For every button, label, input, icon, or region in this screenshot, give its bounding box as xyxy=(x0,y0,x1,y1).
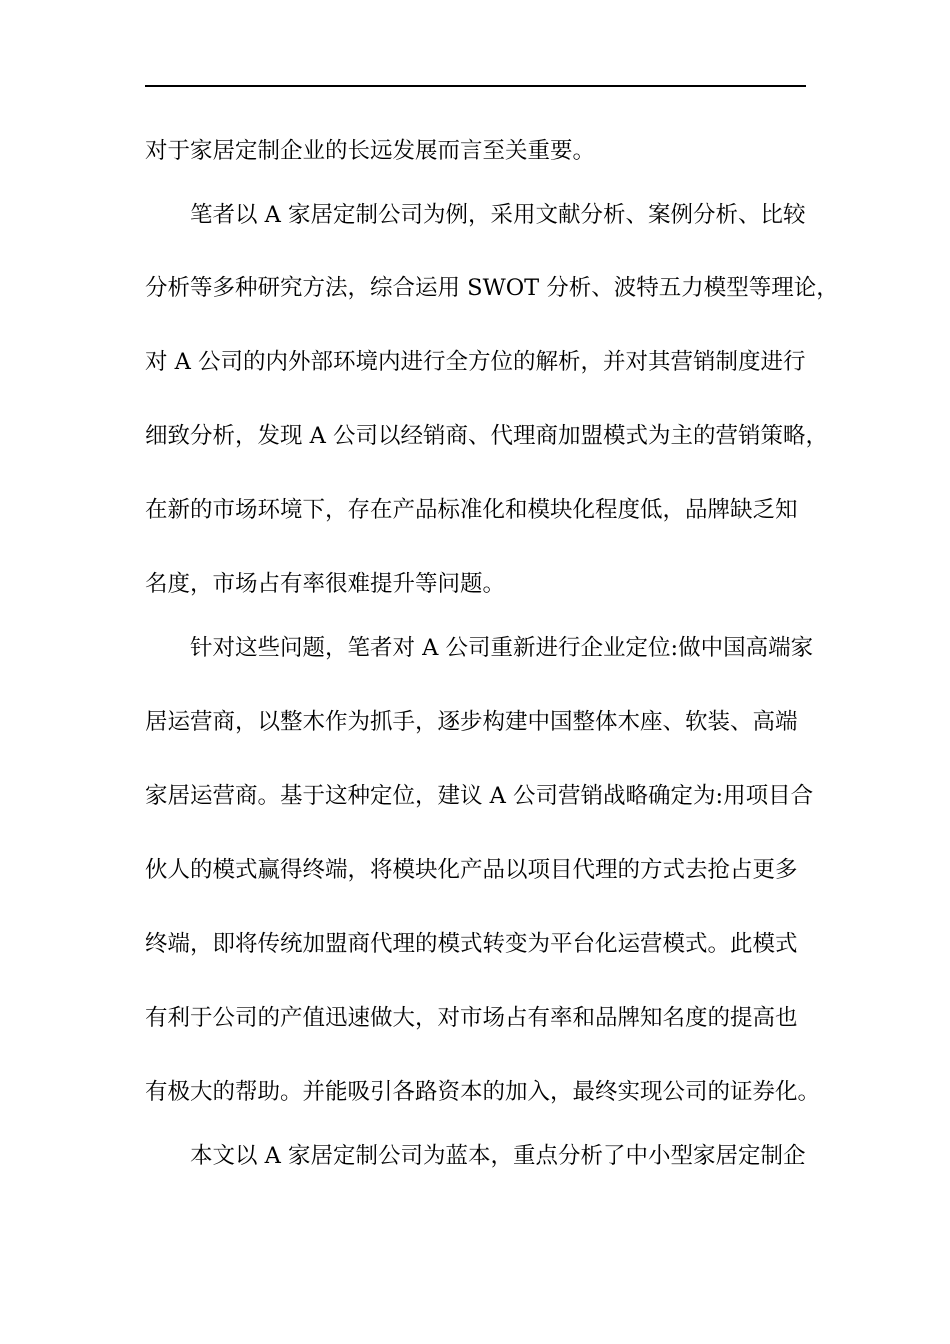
text-line: 伙人的模式赢得终端，将模块化产品以项目代理的方式去抢占更多 xyxy=(145,857,798,883)
text-line: 有利于公司的产值迅速做大，对市场占有率和品牌知名度的提高也 xyxy=(145,1005,798,1031)
text-line: 对 A 公司的内外部环境内进行全方位的解析，并对其营销制度进行 xyxy=(145,349,806,375)
text-line: 有极大的帮助。并能吸引各路资本的加入，最终实现公司的证券化。 xyxy=(145,1079,821,1105)
text-line: 居运营商，以整木作为抓手，逐步构建中国整体木座、软装、高端 xyxy=(145,709,798,735)
text-line: 在新的市场环境下，存在产品标准化和模块化程度低，品牌缺乏知 xyxy=(145,497,798,523)
text-line: 笔者以 A 家居定制公司为例，采用文献分析、案例分析、比较 xyxy=(190,202,806,228)
text-line: 名度，市场占有率很难提升等问题。 xyxy=(145,571,506,597)
text-line: 对于家居定制企业的长远发展而言至关重要。 xyxy=(145,138,596,164)
header-rule xyxy=(145,85,806,87)
text-line: 细致分析，发现 A 公司以经销商、代理商加盟模式为主的营销策略， xyxy=(145,423,829,449)
text-line: 家居运营商。基于这种定位，建议 A 公司营销战略确定为:用项目合 xyxy=(145,783,814,809)
text-line: 本文以 A 家居定制公司为蓝本，重点分析了中小型家居定制企 xyxy=(190,1143,806,1169)
text-line: 分析等多种研究方法，综合运用 SWOT 分析、波特五力模型等理论， xyxy=(145,275,839,301)
text-line: 针对这些问题，笔者对 A 公司重新进行企业定位:做中国高端家 xyxy=(190,635,814,661)
text-line: 终端，即将传统加盟商代理的模式转变为平台化运营模式。此模式 xyxy=(145,931,798,957)
